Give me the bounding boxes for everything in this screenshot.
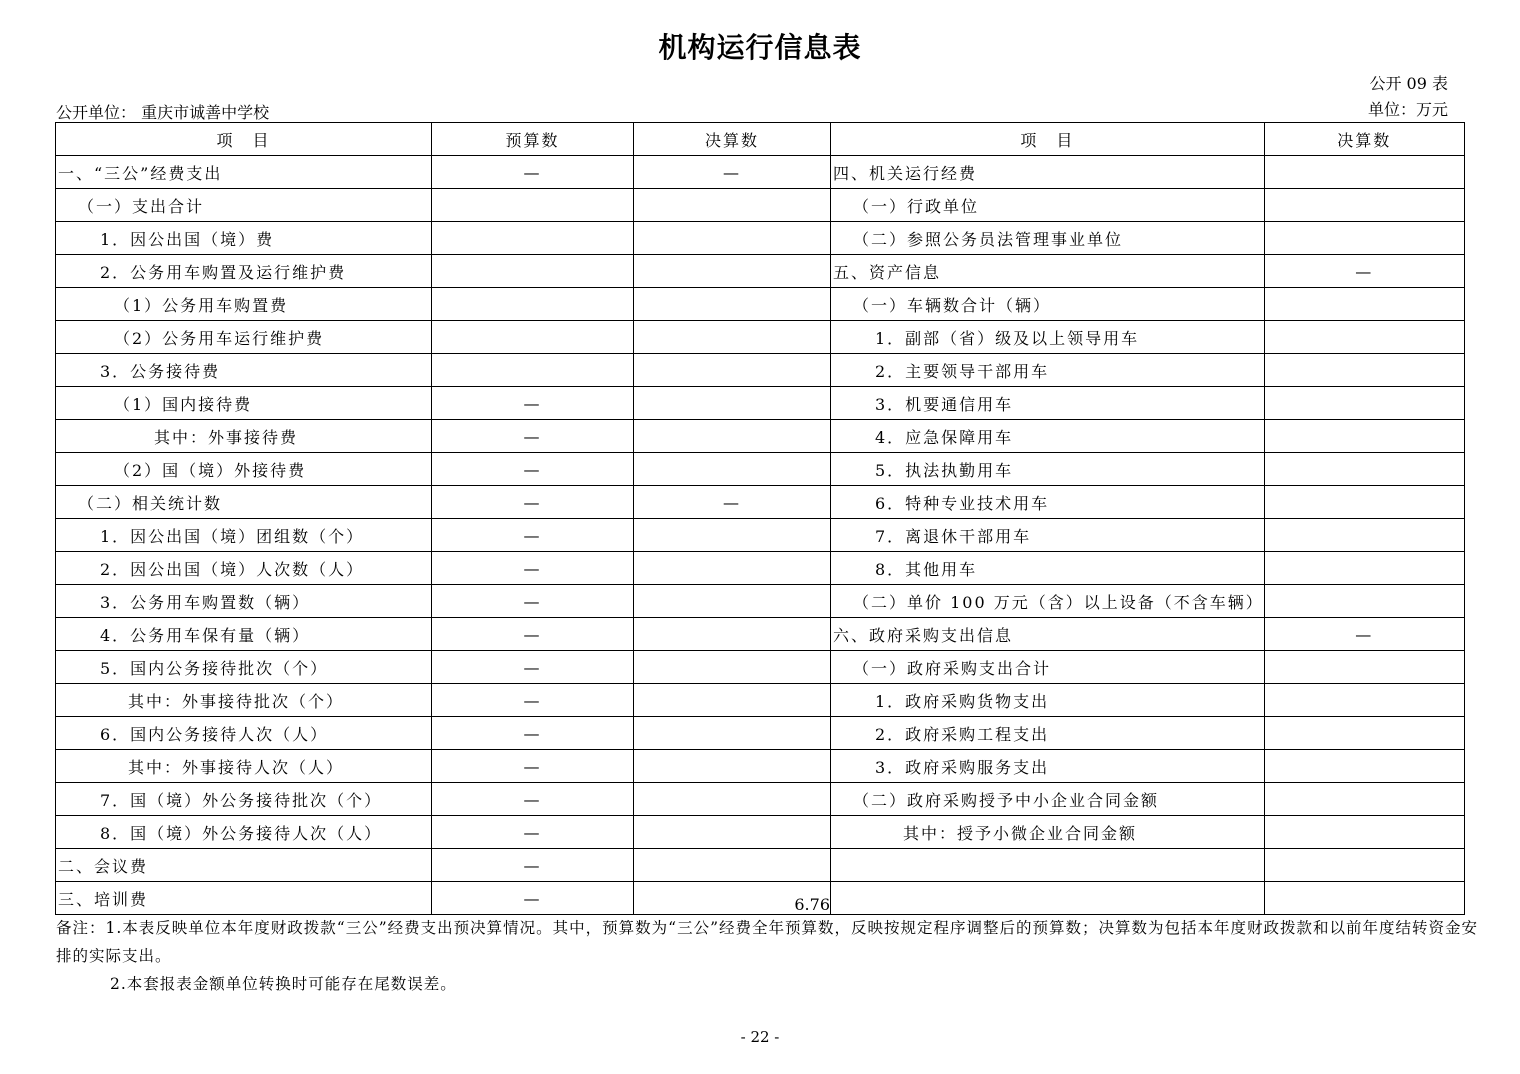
row-final bbox=[634, 321, 831, 354]
header-item-right: 项 目 bbox=[831, 123, 1265, 156]
row-item: 5．国内公务接待批次（个） bbox=[56, 651, 432, 684]
row-item-right: 5．执法执勤用车 bbox=[831, 453, 1265, 486]
table-row bbox=[56, 684, 1465, 717]
row-item-right: （一）行政单位 bbox=[831, 189, 1265, 222]
table-row bbox=[56, 552, 1465, 585]
row-final-right bbox=[1264, 420, 1464, 453]
row-final: 6.76 bbox=[634, 882, 831, 915]
row-item: （1）国内接待费 bbox=[56, 387, 432, 420]
form-number: 公开 09 表 bbox=[1369, 74, 1448, 93]
row-item: （1）公务用车购置费 bbox=[56, 288, 432, 321]
row-item: 3．公务接待费 bbox=[56, 354, 432, 387]
table-row bbox=[56, 585, 1465, 618]
row-item-right: 2．政府采购工程支出 bbox=[831, 717, 1265, 750]
row-item-right: 6．特种专业技术用车 bbox=[831, 486, 1265, 519]
row-final bbox=[634, 354, 831, 387]
row-item: 其中：外事接待费 bbox=[56, 420, 432, 453]
row-item: 6．国内公务接待人次（人） bbox=[56, 717, 432, 750]
table-row bbox=[56, 519, 1465, 552]
row-budget: — bbox=[432, 750, 634, 783]
header-final-right: 决算数 bbox=[1264, 123, 1464, 156]
table-row bbox=[56, 255, 1465, 288]
row-item-right: 3．政府采购服务支出 bbox=[831, 750, 1265, 783]
row-final-right bbox=[1264, 453, 1464, 486]
row-final-right: — bbox=[1264, 618, 1464, 651]
row-item: 2．因公出国（境）人次数（人） bbox=[56, 552, 432, 585]
row-final-right bbox=[1264, 552, 1464, 585]
row-budget: — bbox=[432, 849, 634, 882]
row-item-right: （一）车辆数合计（辆） bbox=[831, 288, 1265, 321]
row-item-right: 四、机关运行经费 bbox=[831, 156, 1265, 189]
row-budget bbox=[432, 354, 634, 387]
table-row bbox=[56, 354, 1465, 387]
row-item-right: （二）政府采购授予中小企业合同金额 bbox=[831, 783, 1265, 816]
row-final-right bbox=[1264, 750, 1464, 783]
row-item: 1．因公出国（境）费 bbox=[56, 222, 432, 255]
row-final-right bbox=[1264, 717, 1464, 750]
table-row bbox=[56, 849, 1465, 882]
header-item: 项 目 bbox=[56, 123, 432, 156]
row-item: 三、培训费 bbox=[56, 882, 432, 915]
row-item: 其中：外事接待批次（个） bbox=[56, 684, 432, 717]
page-number: - 22 - bbox=[740, 1028, 780, 1046]
row-final bbox=[634, 618, 831, 651]
row-budget bbox=[432, 255, 634, 288]
row-budget: — bbox=[432, 420, 634, 453]
table-row bbox=[56, 750, 1465, 783]
row-budget bbox=[432, 288, 634, 321]
row-budget: — bbox=[432, 387, 634, 420]
row-final: — bbox=[634, 486, 831, 519]
row-final-right bbox=[1264, 321, 1464, 354]
row-item: 1．因公出国（境）团组数（个） bbox=[56, 519, 432, 552]
row-item-right: 2．主要领导干部用车 bbox=[831, 354, 1265, 387]
row-final bbox=[634, 717, 831, 750]
row-budget: — bbox=[432, 882, 634, 915]
table-row bbox=[56, 189, 1465, 222]
organization-label: 公开单位： 重庆市诚善中学校 bbox=[56, 103, 270, 122]
row-final-right: — bbox=[1264, 255, 1464, 288]
table-row bbox=[56, 288, 1465, 321]
row-budget: — bbox=[432, 519, 634, 552]
row-item: （二）相关统计数 bbox=[56, 486, 432, 519]
row-item-right: 五、资产信息 bbox=[831, 255, 1265, 288]
row-final bbox=[634, 783, 831, 816]
unit-label: 单位：万元 bbox=[1367, 100, 1448, 119]
row-final-right bbox=[1264, 585, 1464, 618]
row-final-right bbox=[1264, 519, 1464, 552]
row-budget: — bbox=[432, 651, 634, 684]
row-final-right bbox=[1264, 849, 1464, 882]
row-item-right: 8．其他用车 bbox=[831, 552, 1265, 585]
table-row bbox=[56, 783, 1465, 816]
row-item: 其中：外事接待人次（人） bbox=[56, 750, 432, 783]
row-budget: — bbox=[432, 717, 634, 750]
row-item: （一）支出合计 bbox=[56, 189, 432, 222]
row-item-right: 1．政府采购货物支出 bbox=[831, 684, 1265, 717]
row-budget: — bbox=[432, 816, 634, 849]
table-row bbox=[56, 717, 1465, 750]
row-budget bbox=[432, 189, 634, 222]
row-final bbox=[634, 750, 831, 783]
row-final-right bbox=[1264, 882, 1464, 915]
row-final bbox=[634, 255, 831, 288]
row-final bbox=[634, 222, 831, 255]
header-final: 决算数 bbox=[634, 123, 831, 156]
row-budget: — bbox=[432, 585, 634, 618]
row-item: 一、“三公”经费支出 bbox=[56, 156, 432, 189]
row-item-right: 7．离退休干部用车 bbox=[831, 519, 1265, 552]
table-row bbox=[56, 387, 1465, 420]
row-final-right bbox=[1264, 486, 1464, 519]
row-final bbox=[634, 684, 831, 717]
row-budget: — bbox=[432, 783, 634, 816]
row-item-right: （一）政府采购支出合计 bbox=[831, 651, 1265, 684]
row-item: 8．国（境）外公务接待人次（人） bbox=[56, 816, 432, 849]
row-final-right bbox=[1264, 816, 1464, 849]
institution-info-table bbox=[55, 122, 1465, 915]
row-budget: — bbox=[432, 486, 634, 519]
table-row bbox=[56, 486, 1465, 519]
row-item-right: 六、政府采购支出信息 bbox=[831, 618, 1265, 651]
row-item-right: 4．应急保障用车 bbox=[831, 420, 1265, 453]
row-budget bbox=[432, 321, 634, 354]
row-final-right bbox=[1264, 651, 1464, 684]
table-row bbox=[56, 420, 1465, 453]
row-final bbox=[634, 651, 831, 684]
row-final bbox=[634, 519, 831, 552]
row-final bbox=[634, 849, 831, 882]
table-row bbox=[56, 816, 1465, 849]
table-row bbox=[56, 651, 1465, 684]
row-item: （2）国（境）外接待费 bbox=[56, 453, 432, 486]
row-final bbox=[634, 189, 831, 222]
row-final: — bbox=[634, 156, 831, 189]
row-final bbox=[634, 585, 831, 618]
row-final bbox=[634, 816, 831, 849]
page-title: 机构运行信息表 bbox=[658, 31, 862, 64]
table-row bbox=[56, 453, 1465, 486]
row-item: （2）公务用车运行维护费 bbox=[56, 321, 432, 354]
row-item-right: 1．副部（省）级及以上领导用车 bbox=[831, 321, 1265, 354]
row-item: 3．公务用车购置数（辆） bbox=[56, 585, 432, 618]
row-item: 二、会议费 bbox=[56, 849, 432, 882]
table-row bbox=[56, 222, 1465, 255]
row-item-right: 3．机要通信用车 bbox=[831, 387, 1265, 420]
table-row bbox=[56, 321, 1465, 354]
row-final bbox=[634, 552, 831, 585]
row-final-right bbox=[1264, 387, 1464, 420]
note-2: 2.本套报表金额单位转换时可能存在尾数误差。 bbox=[110, 975, 457, 993]
table-row bbox=[56, 882, 1465, 915]
note-1: 备注：1.本表反映单位本年度财政拨款“三公”经费支出预决算情况。其中，预算数为“三公”经费全年预算数，反映按规定程序调整后的预算数；决算数为包括本年度财政拨款和以前年度结转资金安排的实际支出。 bbox=[56, 919, 1478, 965]
row-item: 7．国（境）外公务接待批次（个） bbox=[56, 783, 432, 816]
row-final bbox=[634, 420, 831, 453]
row-item-right bbox=[831, 849, 1265, 882]
row-item-right bbox=[831, 882, 1265, 915]
row-item: 4．公务用车保有量（辆） bbox=[56, 618, 432, 651]
row-final-right bbox=[1264, 222, 1464, 255]
row-final-right bbox=[1264, 156, 1464, 189]
row-final bbox=[634, 453, 831, 486]
row-final bbox=[634, 288, 831, 321]
row-item-right: （二）单价 100 万元（含）以上设备（不含车辆） bbox=[831, 585, 1265, 618]
header-budget: 预算数 bbox=[432, 123, 634, 156]
row-final-right bbox=[1264, 684, 1464, 717]
notes bbox=[56, 914, 1486, 998]
table-row bbox=[56, 618, 1465, 651]
row-final bbox=[634, 387, 831, 420]
row-budget: — bbox=[432, 453, 634, 486]
row-final-right bbox=[1264, 783, 1464, 816]
table-header-row bbox=[56, 123, 1465, 156]
row-item-right: （二）参照公务员法管理事业单位 bbox=[831, 222, 1265, 255]
row-final-right bbox=[1264, 354, 1464, 387]
row-budget: — bbox=[432, 618, 634, 651]
row-budget: — bbox=[432, 156, 634, 189]
table-row bbox=[56, 156, 1465, 189]
row-budget: — bbox=[432, 684, 634, 717]
row-item: 2．公务用车购置及运行维护费 bbox=[56, 255, 432, 288]
row-item-right: 其中：授予小微企业合同金额 bbox=[831, 816, 1265, 849]
row-final-right bbox=[1264, 288, 1464, 321]
row-budget: — bbox=[432, 552, 634, 585]
row-final-right bbox=[1264, 189, 1464, 222]
row-budget bbox=[432, 222, 634, 255]
